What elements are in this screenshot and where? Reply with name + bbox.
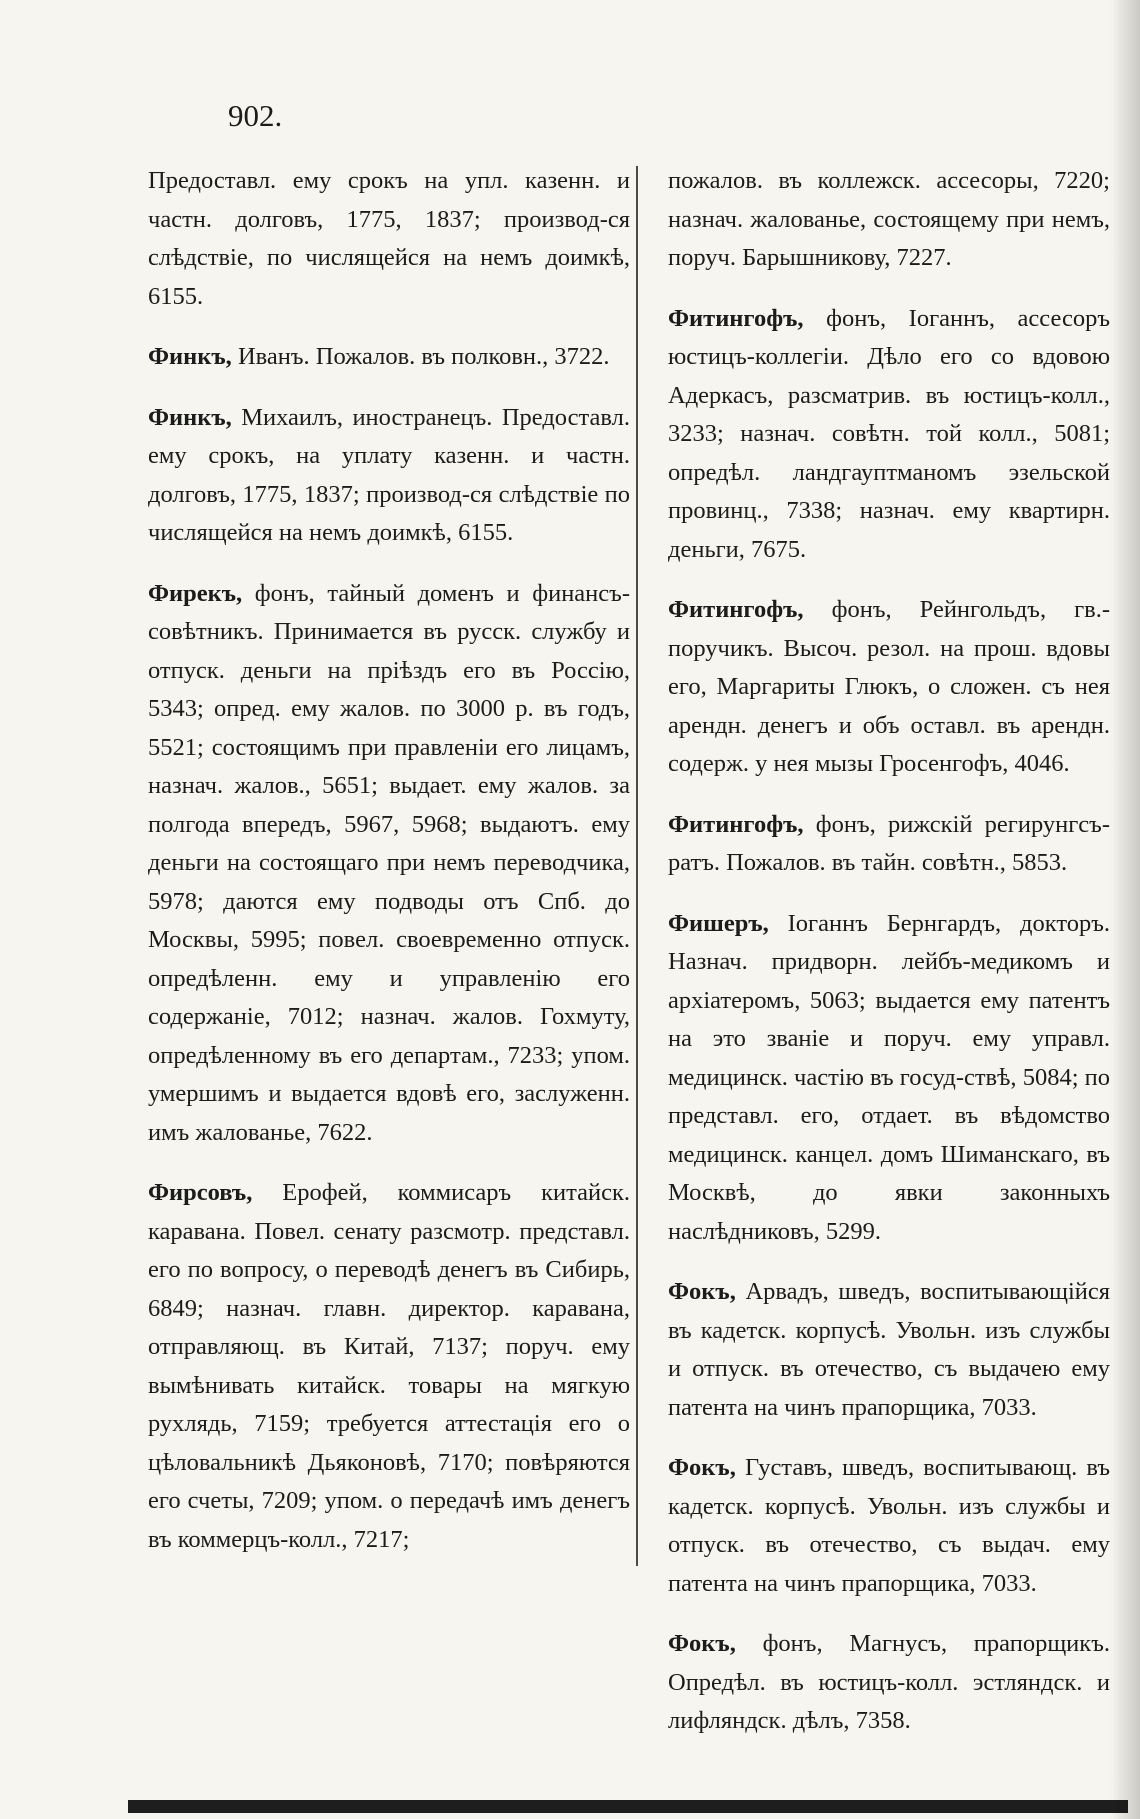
entry-text: Иванъ. Пожалов. въ полковн., 3722. [231,343,610,370]
index-entry [668,162,1110,278]
index-entry [668,591,1110,784]
entry-headword: Фишеръ, [668,909,769,937]
entry-text: пожалов. въ коллежск. ассесоры, 7220; назнач. жалованье, состоящему при немъ, поруч. Барышникову, 7227. [668,167,1110,271]
entry-headword: Фитингофъ, [668,810,804,838]
scan-edge-strip [128,1800,1128,1813]
entry-headword: Финкъ, [148,343,232,370]
entry-text: Предоставл. ему срокъ на упл. казенн. и частн. долговъ, 1775, 1837; производ-ся слѣдствіе, по числящейся на немъ доимкѣ, 6155. [148,167,630,310]
left-column [148,162,630,1581]
index-entry [148,399,630,553]
column-divider [636,166,638,1566]
index-entry [148,1174,630,1559]
entry-headword: Фокъ, [668,1454,736,1481]
entry-text: фонъ, Магнусъ, прапорщикъ. Опредѣл. въ юстицъ-колл. эстляндск. и лифляндск. дѣлъ, 7358. [668,1630,1110,1734]
entry-headword: Фитингофъ, [668,304,804,332]
index-entry [668,806,1110,883]
page-number: 902. [228,98,283,133]
entry-headword: Фирекъ, [148,579,243,607]
index-entry [668,905,1110,1252]
right-column [668,162,1110,1763]
entry-headword: Фокъ, [668,1278,736,1305]
entry-headword: Фитингофъ, [668,596,804,623]
index-entry [148,338,630,377]
entry-text: Густавъ, шведъ, воспитывающ. въ кадетск. корпусѣ. Увольн. изъ службы и отпуск. въ отечество, съ выдач. ему патента на чинъ прапорщика, 7033. [668,1454,1110,1597]
entry-text: Арвадъ, шведъ, воспитывающійся въ кадетск. корпусѣ. Увольн. изъ службы и отпуск. въ отечество, съ выдачею ему патента на чинъ прапорщика, 7033. [668,1278,1110,1421]
index-entry [148,162,630,316]
entry-text: фонъ, рижскій регирунгсъ-ратъ. Пожалов. въ тайн. совѣтн., 5853. [668,810,1110,876]
index-entry [148,575,630,1153]
entry-text: фонъ, Іоганнъ, ассесоръ юстицъ-коллегіи. Дѣло его со вдовою Адеркасъ, разсматрив. въ юстицъ-колл., 3233; назнач. совѣтн. той колл., 5081; опредѣл. ландгауптманомъ эзельской провинц., 7338; назнач. ему квартирн. деньги, 7675. [668,304,1110,563]
entry-text: Іоганнъ Бернгардъ, докторъ. Назнач. придворн. лейбъ-медикомъ и архіатеромъ, 5063; выдается ему патентъ на это званіе и поруч. ему управл. медицинск. частію въ госуд-ствѣ, 5084; по представл. его, отдает. въ вѣдомство медицинск. канцел. домъ Шиманскаго, въ Москвѣ, до явки законныхъ наслѣдниковъ, 5299. [668,909,1110,1245]
entry-headword: Финкъ, [148,403,232,431]
entry-text: фонъ, тайный доменъ и финансъ-совѣтникъ. Принимается въ русск. службу и отпуск. деньги на пріѣздъ его въ Россію, 5343; опред. ему жалов. по 3000 р. въ годъ, 5521; состоящимъ при правленіи его лицамъ, назнач. жалов., 5651; выдает. ему жалов. за полгода впередъ, 5967, 5968; выдаютъ. ему деньги на состоящаго при немъ переводчика, 5978; даются ему подводы отъ Спб. до Москвы, 5995; повел. своевременно отпуск. опредѣленн. ему и управленію его содержаніе, 7012; назнач. жалов. Гохмуту, опредѣленному въ его департам., 7233; упом. умершимъ и выдается вдовѣ его, заслуженн. имъ жалованье, 7622. [148,579,630,1146]
page-edge-shadow [1110,0,1140,1819]
index-entry [668,1449,1110,1603]
entry-headword: Фирсовъ, [148,1179,253,1206]
index-entry [668,1625,1110,1741]
entry-headword: Фокъ, [668,1630,736,1657]
entry-text: Михаилъ, иностранецъ. Предоставл. ему срокъ, на уплату казенн. и частн. долговъ, 1775, 1837; производ-ся слѣдствіе по числящейся на немъ доимкѣ, 6155. [148,403,630,546]
index-entry [668,300,1110,570]
entry-text: фонъ, Рейнгольдъ, гв.-поручикъ. Высоч. резол. на прош. вдовы его, Маргариты Глюкъ, о сложен. съ нея арендн. денегъ и объ оставл. въ арендн. содерж. у нея мызы Гросенгофъ, 4046. [668,596,1110,777]
index-entry [668,1273,1110,1427]
entry-text: Ерофей, коммисаръ китайск. каравана. Повел. сенату разсмотр. представл. его по вопросу, о переводѣ денегъ въ Сибирь, 6849; назнач. главн. директор. каравана, отправляющ. въ Китай, 7137; поруч. ему вымѣнивать китайск. товары на мягкую рухлядь, 7159; требуется аттестація его о цѣловальникѣ Дьяконовѣ, 7170; повѣряются его счеты, 7209; упом. о передачѣ имъ денегъ въ коммерцъ-колл., 7217; [148,1179,630,1553]
